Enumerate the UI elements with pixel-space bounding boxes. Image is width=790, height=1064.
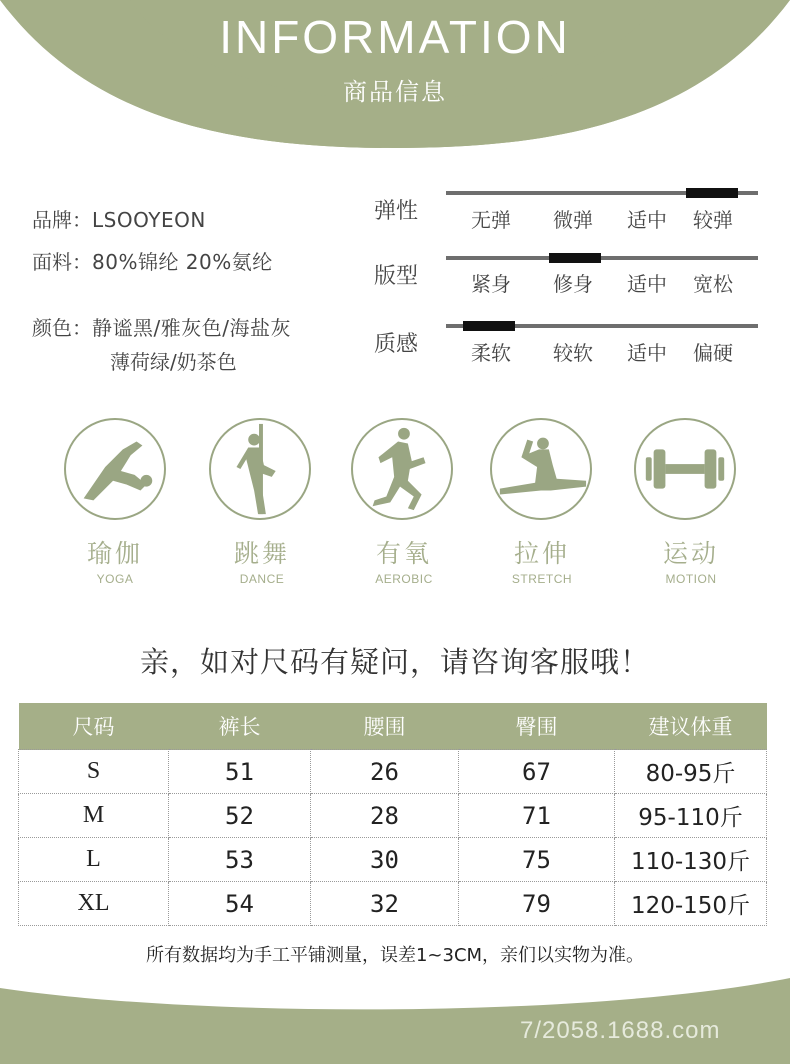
scale-option: 较弹 xyxy=(693,208,733,232)
table-cell: XL xyxy=(19,882,169,926)
table-row xyxy=(19,794,767,838)
table-cell: 30 xyxy=(311,838,459,882)
color-value-line1: 静谧黑/雅灰色/海盐灰 xyxy=(92,316,291,340)
scale-option: 适中 xyxy=(627,341,667,365)
scale-option: 偏硬 xyxy=(693,341,733,365)
table-cell: 120-150斤 xyxy=(615,882,767,926)
table-cell: 71 xyxy=(459,794,615,838)
scale-option: 较软 xyxy=(553,341,593,365)
activity-en-label: MOTION xyxy=(665,572,717,586)
table-cell: 28 xyxy=(311,794,459,838)
scale-name: 版型 xyxy=(374,264,419,289)
fabric-value: 80%锦纶 20%氨纶 xyxy=(92,250,273,274)
scale-option: 适中 xyxy=(627,272,667,296)
dance-icon xyxy=(209,418,311,520)
table-cell: 75 xyxy=(459,838,615,882)
size-table xyxy=(18,703,766,926)
table-header-cell: 建议体重 xyxy=(615,703,767,750)
table-cell: 32 xyxy=(311,882,459,926)
scale-name: 质感 xyxy=(374,332,419,357)
watermark: 7/2058.1688.com xyxy=(520,1017,721,1044)
brand-value: LSOOYEON xyxy=(92,208,206,232)
fabric-label: 面料： xyxy=(32,250,92,274)
activity-cn-label: 跳舞 xyxy=(233,539,290,568)
table-cell: 80-95斤 xyxy=(615,750,767,794)
table-cell: 52 xyxy=(169,794,311,838)
table-cell: 54 xyxy=(169,882,311,926)
table-cell: 67 xyxy=(459,750,615,794)
scale-marker xyxy=(549,253,601,263)
page-title: INFORMATION xyxy=(219,11,571,63)
scale-option: 适中 xyxy=(627,208,667,232)
table-cell: 53 xyxy=(169,838,311,882)
activity-cn-label: 瑜伽 xyxy=(86,539,143,568)
table-row xyxy=(19,750,767,794)
activity-cn-label: 运动 xyxy=(662,539,719,568)
table-header-cell: 腰围 xyxy=(311,703,459,750)
size-notice: 亲，如对尺码有疑问，请咨询客服哦！ xyxy=(139,645,650,679)
scale-name: 弹性 xyxy=(374,199,419,224)
scale-option: 宽松 xyxy=(693,272,733,296)
yoga-icon xyxy=(64,418,166,520)
color-value-line2: 薄荷绿/奶茶色 xyxy=(110,350,237,374)
activity-cn-label: 拉伸 xyxy=(513,539,570,568)
measurement-footnote: 所有数据均为手工平铺测量，误差1~3CM，亲们以实物为准。 xyxy=(145,945,645,966)
scale-option: 修身 xyxy=(553,272,593,296)
table-cell: 26 xyxy=(311,750,459,794)
table-cell: M xyxy=(19,794,169,838)
activity-en-label: DANCE xyxy=(239,572,285,586)
table-cell: S xyxy=(19,750,169,794)
table-header-cell: 臀围 xyxy=(459,703,615,750)
activity-en-label: AEROBIC xyxy=(375,572,433,586)
color-label: 颜色： xyxy=(32,316,92,340)
scale-marker xyxy=(686,188,738,198)
stretch-icon xyxy=(490,418,592,520)
scale-line xyxy=(446,256,758,260)
brand-row xyxy=(32,204,206,233)
brand-label: 品牌： xyxy=(32,208,92,232)
activity-en-label: STRETCH xyxy=(511,572,573,586)
table-cell: 51 xyxy=(169,750,311,794)
table-row xyxy=(19,838,767,882)
scale-option: 无弹 xyxy=(471,208,511,232)
table-header-cell: 裤长 xyxy=(169,703,311,750)
table-cell: 110-130斤 xyxy=(615,838,767,882)
table-header-cell: 尺码 xyxy=(19,703,169,750)
table-row xyxy=(19,882,767,926)
activity-en-label: YOGA xyxy=(96,572,134,586)
table-header-row xyxy=(19,703,767,750)
table-cell: 95-110斤 xyxy=(615,794,767,838)
table-cell: L xyxy=(19,838,169,882)
scale-marker xyxy=(463,321,515,331)
running-icon xyxy=(351,418,453,520)
scale-option: 微弹 xyxy=(553,208,593,232)
dumbbell-icon xyxy=(634,418,736,520)
table-cell: 79 xyxy=(459,882,615,926)
page-subtitle: 商品信息 xyxy=(343,78,447,106)
color-row xyxy=(32,312,291,341)
activity-cn-label: 有氧 xyxy=(375,539,432,568)
scale-option: 柔软 xyxy=(471,341,511,365)
scale-option: 紧身 xyxy=(471,272,511,296)
fabric-row xyxy=(32,246,273,275)
